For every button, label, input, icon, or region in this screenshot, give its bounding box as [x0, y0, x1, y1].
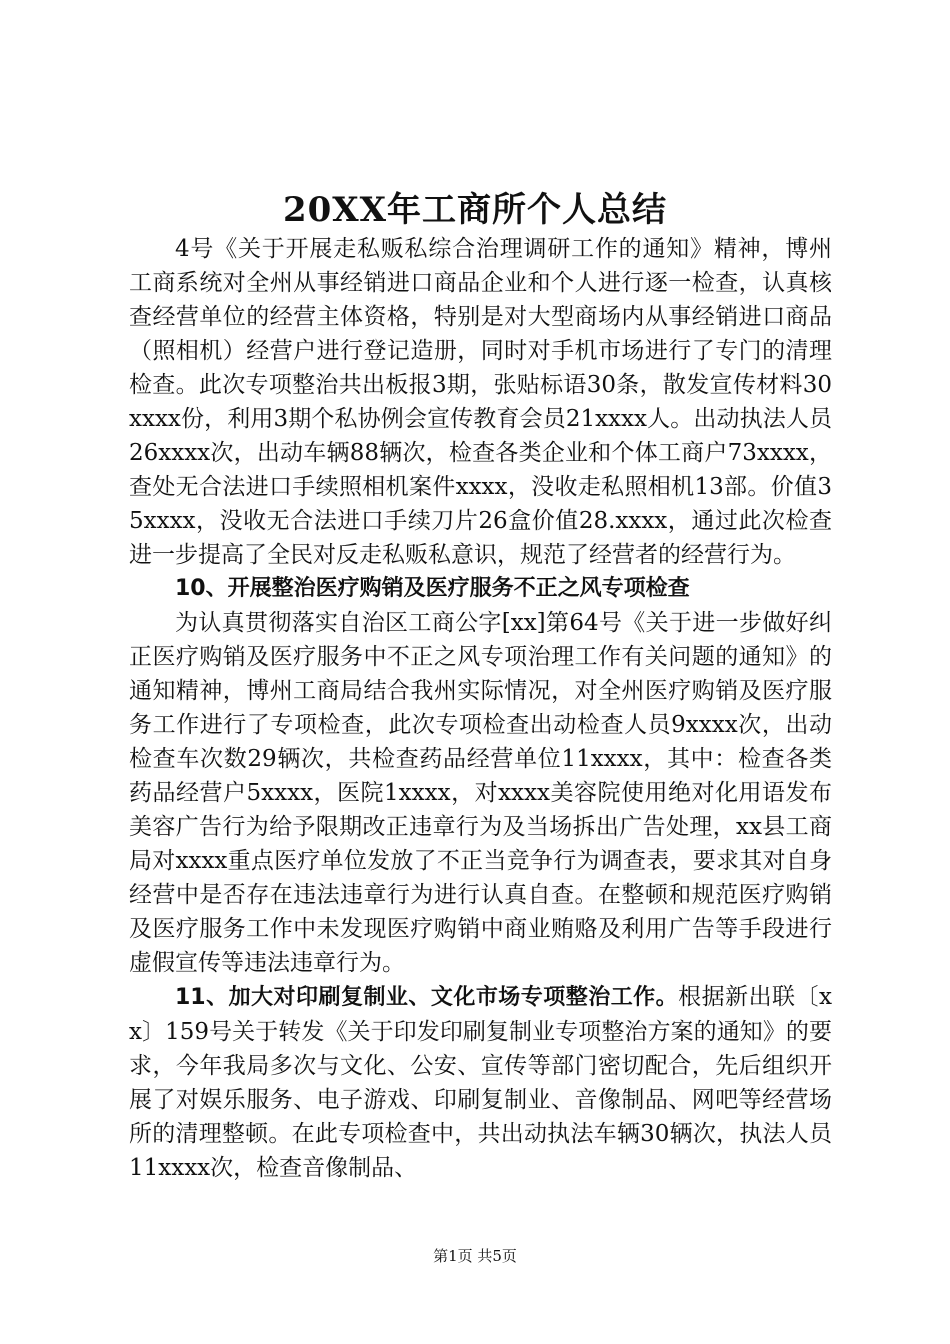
paragraph-printing-culture	[129, 980, 832, 1185]
section-heading-11: 11、加大对印刷复制业、文化市场专项整治工作。	[175, 985, 679, 1010]
section-heading-10: 10、开展整治医疗购销及医疗服务不正之风专项检查	[175, 576, 690, 601]
paragraph-medical-inspection: 为认真贯彻落实自治区工商公字[xx]第64号《关于进一步做好纠正医疗购销及医疗服务中不正之风专项治理工作有关问题的通知》的通知精神，博州工商局结合我州实际情况，对全州医疗购销及医疗服务工作进行了专项检查，此次专项检查出动检查人员9xxxx次，出动检查车次数29辆次，共检查药品经营单位11xxxx，其中：检查各类药品经营户5xxxx，医院1xxxx，对xxxx美容院使用绝对化用语发布美容广告行为给予限期改正违章行为及当场拆出广告处理，xx县工商局对xxxx重点医疗单位发放了不正当竞争行为调查表，要求其对自身经营中是否存在违法违章行为进行认真自查。在整顿和规范医疗购销及医疗服务工作中未发现医疗购销中商业贿赂及利用广告等手段进行虚假宣传等违法违章行为。	[129, 610, 832, 976]
page-footer: 第1页 共5页	[433, 1247, 517, 1265]
document-body	[129, 232, 832, 1185]
paragraph-printing-culture-text: 根据新出联〔xx〕159号关于转发《关于印发印刷复制业专项整治方案的通知》的要求，今年我局多次与文化、公安、宣传等部门密切配合，先后组织开展了对娱乐服务、电子游戏、印刷复制业、音像制品、网吧等经营场所的清理整顿。在此专项检查中，共出动执法车辆30辆次，执法人员11xxxx次，检查音像制品、	[129, 984, 832, 1181]
paragraph-anti-smuggling: 4号《关于开展走私贩私综合治理调研工作的通知》精神，博州工商系统对全州从事经销进口商品企业和个人进行逐一检查，认真核查经营单位的经营主体资格，特别是对大型商场内从事经销进口商品（照相机）经营户进行登记造册，同时对手机市场进行了专门的清理检查。此次专项整治共出板报3期，张贴标语30条，散发宣传材料30xxxx份，利用3期个私协例会宣传教育会员21xxxx人。出动执法人员26xxxx次，出动车辆88辆次，检查各类企业和个体工商户73xxxx，查处无合法进口手续照相机案件xxxx，没收走私照相机13部。价值35xxxx，没收无合法进口手续刀片26盒价值28.xxxx，通过此次检查进一步提高了全民对反走私贩私意识，规范了经营者的经营行为。	[129, 236, 832, 568]
document-title: 20XX年工商所个人总结	[282, 190, 668, 230]
